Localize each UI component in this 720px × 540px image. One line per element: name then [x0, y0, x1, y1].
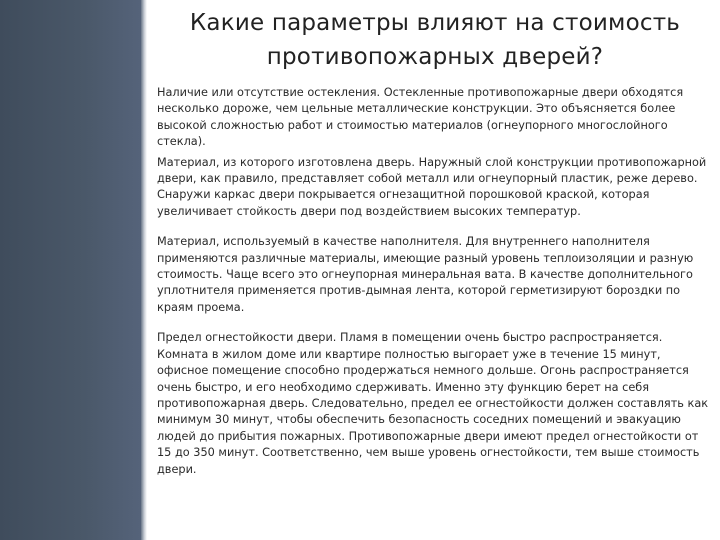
- slide-body: [157, 85, 715, 478]
- slide-title-line-2: противопожарных дверей?: [266, 44, 604, 70]
- side-decoration-panel: [0, 0, 141, 540]
- side-decoration-edge: [141, 0, 147, 540]
- paragraph-glazing: Наличие или отсутствие остекления. Остекленные противопожарные двери обходятся несколько дороже, чем цельные металлические конструкции. Это объясняется более высокой сложностью работ и стоимостью материалов (огнеупорного многослойного стекла).: [157, 86, 684, 149]
- paragraph-filler-material: Материал, используемый в качестве наполнителя. Для внутреннего наполнителя применяются различные материалы, имеющие разный уровень теплоизоляции и разную стоимость. Чаще всего это огнеупорная минеральная вата. В качестве дополнительного уплотнителя применяется против-дымная лента, которой герметизируют бороздки по краям проема.: [157, 235, 694, 314]
- slide-title: [150, 6, 720, 74]
- slide-title-line-1: Какие параметры влияют на стоимость: [189, 10, 681, 36]
- paragraph-fire-resistance: Предел огнестойкости двери. Пламя в помещении очень быстро распространяется. Комната в жилом доме или квартире полностью выгорает уже в течение 15 минут, офисное помещение способно продержаться немного дольше. Огонь распространяется очень быстро, и его необходимо сдерживать. Именно эту функцию берет на себя противопожарная дверь. Следовательно, предел ее огнестойкости должен составлять как минимум 30 минут, чтобы обеспечить безопасность соседних помещений и эвакуацию людей до прибытия пожарных. Противопожарные двери имеют предел огнестойкости от 15 до 350 минут. Соответственно, чем выше уровень огнестойкости, тем выше стоимость двери.: [157, 331, 709, 476]
- paragraph-door-material: Материал, из которого изготовлена дверь. Наружный слой конструкции противопожарной двери, как правило, представляет собой металл или огнеупорный пластик, реже дерево. Снаружи каркас двери покрывается огнезащитной порошковой краской, которая увеличивает стойкость двери под воздействием высоких температур.: [157, 155, 707, 218]
